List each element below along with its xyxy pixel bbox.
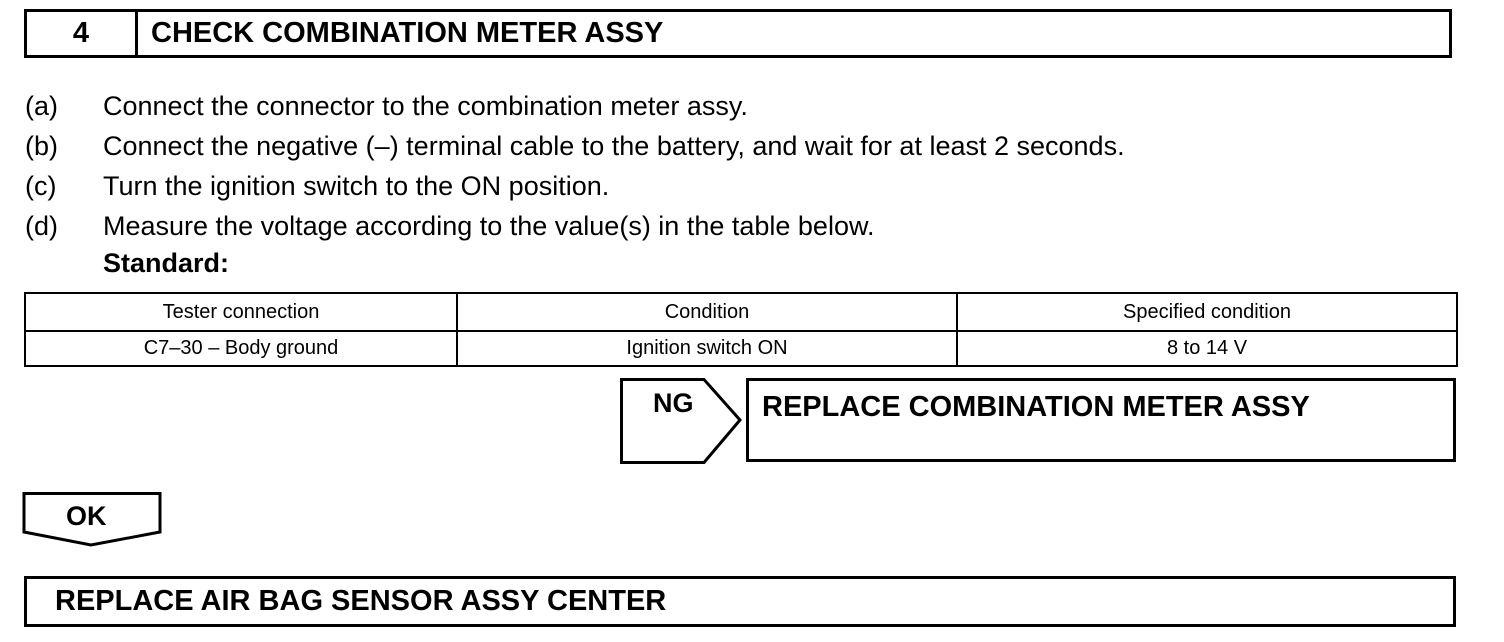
instruction-item (25, 206, 1465, 246)
instruction-letter: (d) (25, 210, 58, 241)
ok-arrow-box (22, 492, 162, 548)
header-condition: Condition (457, 293, 957, 331)
step-title: CHECK COMBINATION METER ASSY (151, 17, 664, 49)
ng-result-box: REPLACE COMBINATION METER ASSY (746, 378, 1456, 462)
header-tester-connection: Tester connection (25, 293, 457, 331)
standard-label: Standard: (103, 248, 230, 278)
spec-table (24, 292, 1458, 367)
step-header (24, 9, 1452, 58)
cell-specified-condition: 8 to 14 V (957, 331, 1457, 366)
ng-label: NG (653, 388, 694, 418)
instruction-text: Connect the negative (–) terminal cable to the battery, and wait for at least 2 seconds. (103, 130, 1125, 161)
instruction-text: Turn the ignition switch to the ON position. (103, 170, 610, 201)
instruction-item (25, 166, 1465, 206)
instruction-text: Measure the voltage according to the value(s) in the table below. (103, 210, 875, 241)
table-row (25, 331, 1457, 366)
instruction-letter: (c) (25, 170, 57, 201)
ng-arrow-box (620, 378, 742, 464)
step-number: 4 (27, 12, 138, 55)
instruction-list (25, 86, 1465, 246)
final-result-box: REPLACE AIR BAG SENSOR ASSY CENTER (24, 576, 1456, 627)
instruction-text: Connect the connector to the combination meter assy. (103, 90, 748, 121)
ok-label: OK (66, 501, 107, 531)
instruction-item (25, 86, 1465, 126)
instruction-letter: (b) (25, 130, 58, 161)
table-header-row (25, 293, 1457, 331)
header-specified-condition: Specified condition (957, 293, 1457, 331)
instruction-letter: (a) (25, 90, 58, 121)
cell-tester-connection: C7–30 – Body ground (25, 331, 457, 366)
instruction-item (25, 126, 1465, 166)
cell-condition: Ignition switch ON (457, 331, 957, 366)
